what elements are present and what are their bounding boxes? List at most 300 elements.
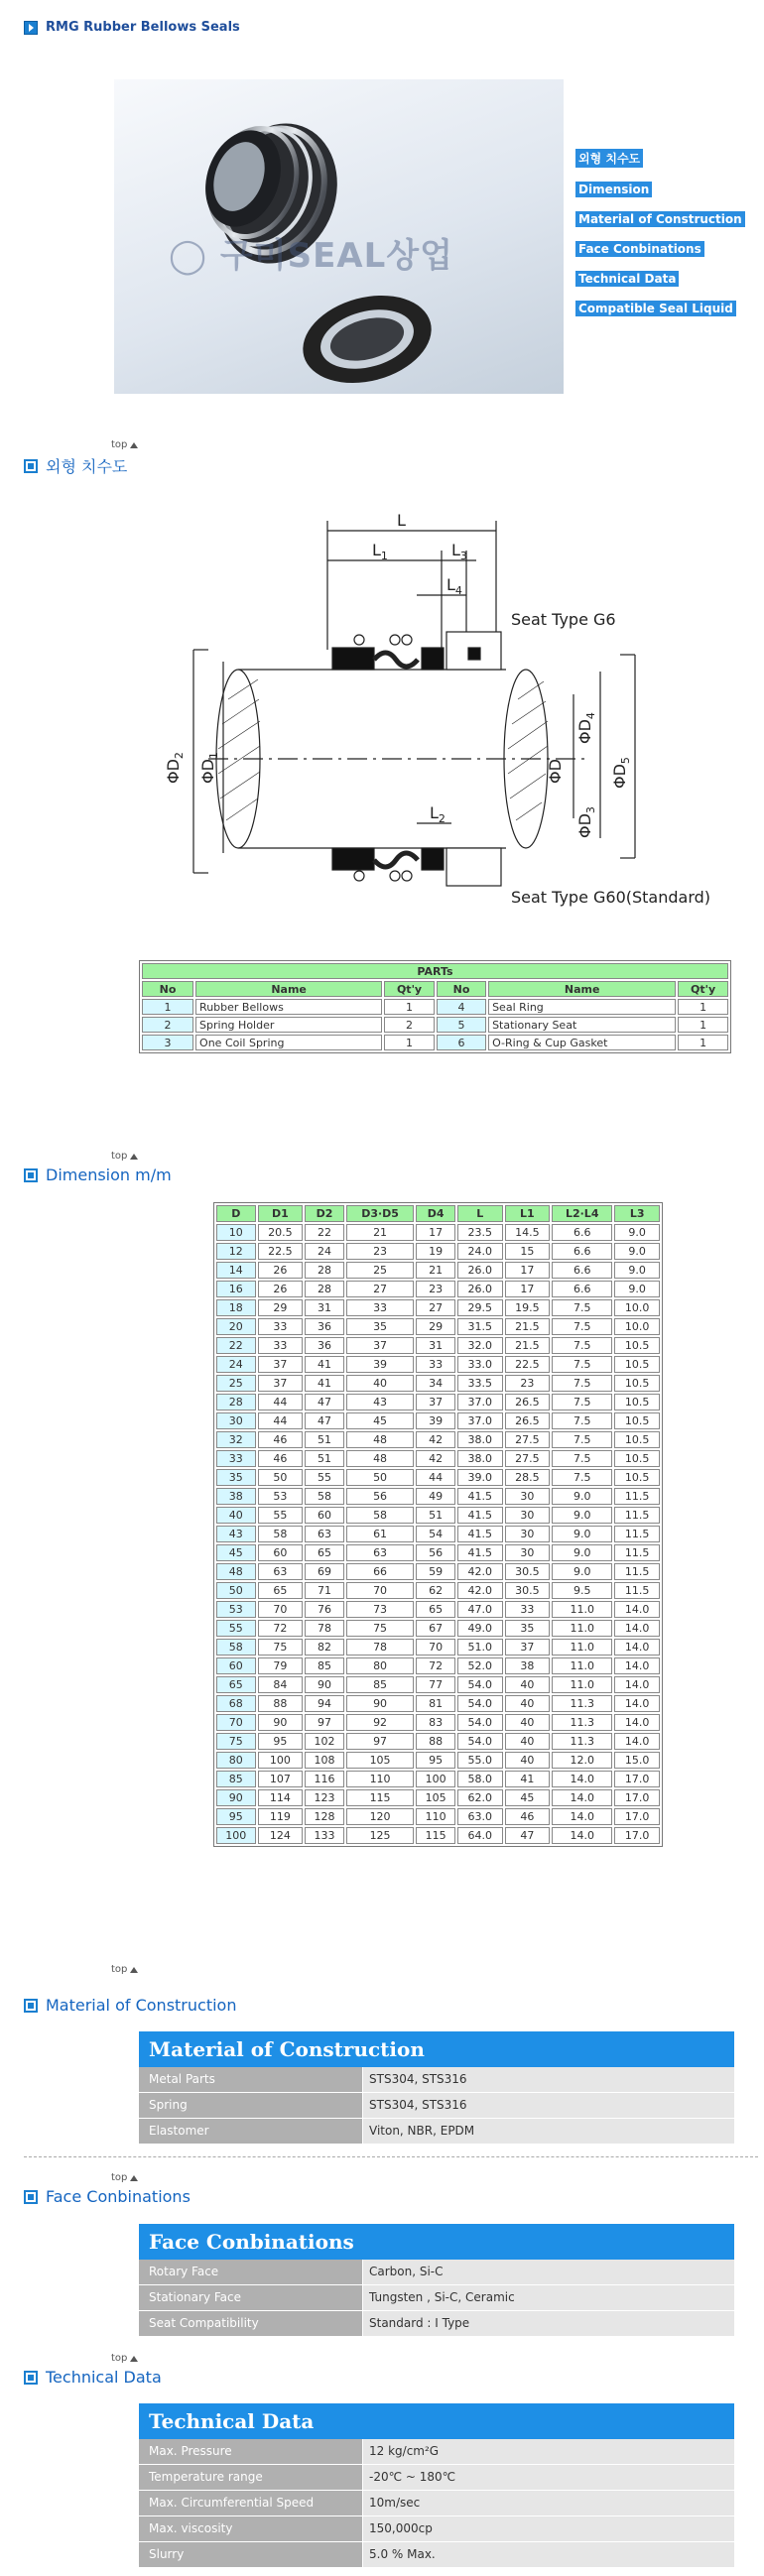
dimension-cell: 11.0 [552, 1639, 612, 1656]
dimension-cell: 40 [505, 1733, 551, 1750]
dimension-cell: 29 [416, 1318, 455, 1335]
dimension-cell: 56 [416, 1544, 455, 1561]
table-row [216, 1356, 660, 1373]
section-heading-face [24, 2187, 191, 2206]
dimension-cell: 14.0 [552, 1808, 612, 1825]
dimension-cell: 120 [346, 1808, 414, 1825]
table-row [216, 1507, 660, 1524]
dimension-cell: 7.5 [552, 1469, 612, 1486]
dimension-cell: 27.5 [505, 1450, 551, 1467]
page-title-text: RMG Rubber Bellows Seals [46, 20, 240, 35]
dimension-cell: 125 [346, 1827, 414, 1844]
dimension-cell: 45 [346, 1412, 414, 1429]
dimension-cell: 41 [305, 1356, 344, 1373]
dimension-cell: 63 [258, 1563, 304, 1580]
dimension-cell: 66 [346, 1563, 414, 1580]
dimension-cell: 10.5 [614, 1356, 660, 1373]
dimension-cell: 90 [305, 1676, 344, 1693]
dimension-cell: 11.5 [614, 1563, 660, 1580]
table-row [216, 1827, 660, 1844]
table-row [216, 1752, 660, 1769]
info-value: 10m/sec [362, 2491, 734, 2515]
section-divider [24, 2156, 758, 2157]
dimension-cell: 83 [416, 1714, 455, 1731]
dimension-cell: 37 [346, 1337, 414, 1354]
dimension-header: L1 [505, 1205, 551, 1222]
parts-cell: 1 [384, 1035, 435, 1050]
dimension-cell: 41.5 [457, 1507, 503, 1524]
table-row [216, 1639, 660, 1656]
dimension-cell: 44 [416, 1469, 455, 1486]
dimension-cell: 20.5 [258, 1224, 304, 1241]
square-bullet-icon [24, 2371, 38, 2385]
dimension-cell: 10.5 [614, 1469, 660, 1486]
label-seat-bottom: Seat Type G60(Standard) [511, 888, 711, 907]
dimension-cell: 17 [505, 1281, 551, 1297]
dimension-cell: 23 [416, 1281, 455, 1297]
dimension-cell: 45 [505, 1789, 551, 1806]
dimension-cell: 11.0 [552, 1676, 612, 1693]
label-D: ΦD [546, 759, 565, 784]
dimension-cell: 11.5 [614, 1582, 660, 1599]
dimension-cell: 60 [216, 1657, 256, 1674]
dimension-cell: 40 [216, 1507, 256, 1524]
dimension-cell: 41.5 [457, 1526, 503, 1542]
dimension-cell: 21.5 [505, 1337, 551, 1354]
dimension-cell: 7.5 [552, 1318, 612, 1335]
dimension-cell: 42.0 [457, 1563, 503, 1580]
dimension-cell: 54.0 [457, 1676, 503, 1693]
dimension-cell: 48 [216, 1563, 256, 1580]
dimension-cell: 14.0 [614, 1620, 660, 1637]
dimension-cell: 70 [346, 1582, 414, 1599]
dimension-cell: 11.0 [552, 1657, 612, 1674]
dimension-cell: 7.5 [552, 1299, 612, 1316]
dimension-cell: 14 [216, 1262, 256, 1279]
link-dimension[interactable]: Dimension [575, 182, 652, 197]
top-link[interactable] [111, 2172, 138, 2183]
parts-cell: 4 [437, 999, 486, 1015]
dimension-cell: 11.0 [552, 1620, 612, 1637]
parts-title: PARTs [142, 963, 728, 979]
dimension-cell: 41 [305, 1375, 344, 1392]
dimension-cell: 7.5 [552, 1450, 612, 1467]
dimension-cell: 124 [258, 1827, 304, 1844]
dimension-cell: 30 [216, 1412, 256, 1429]
dimension-cell: 58 [258, 1526, 304, 1542]
parts-header: No [437, 981, 486, 997]
dimension-cell: 53 [216, 1601, 256, 1618]
dimension-cell: 30 [505, 1488, 551, 1505]
dimension-cell: 95 [416, 1752, 455, 1769]
square-bullet-icon [24, 1999, 38, 2013]
dimension-cell: 38.0 [457, 1431, 503, 1448]
label-L2: $L_2$ [430, 803, 446, 825]
dimension-cell: 95 [216, 1808, 256, 1825]
product-image [114, 79, 564, 394]
dimension-cell: 37.0 [457, 1412, 503, 1429]
table-row [216, 1299, 660, 1316]
info-key: Rotary Face [139, 2260, 362, 2284]
dimension-cell: 24 [216, 1356, 256, 1373]
dimension-cell: 97 [305, 1714, 344, 1731]
section-heading-material [24, 1996, 236, 2015]
dimension-cell: 68 [216, 1695, 256, 1712]
dimension-cell: 80 [346, 1657, 414, 1674]
dimension-cell: 11.5 [614, 1526, 660, 1542]
dimension-cell: 85 [216, 1771, 256, 1787]
dimension-cell: 18 [216, 1299, 256, 1316]
dimension-cell: 94 [305, 1695, 344, 1712]
dimension-cell: 51 [305, 1431, 344, 1448]
dimension-cell: 10.0 [614, 1299, 660, 1316]
top-link-label: top [111, 2353, 128, 2364]
dimension-cell: 33 [505, 1601, 551, 1618]
dimension-cell: 54 [416, 1526, 455, 1542]
dimension-cell: 75 [216, 1733, 256, 1750]
table-row [139, 2093, 734, 2119]
dimension-cell: 28 [305, 1262, 344, 1279]
dimension-cell: 6.6 [552, 1224, 612, 1241]
table-row [139, 2067, 734, 2093]
dimension-cell: 71 [305, 1582, 344, 1599]
dimension-cell: 9.0 [614, 1281, 660, 1297]
up-triangle-icon [130, 442, 138, 448]
info-key: Stationary Face [139, 2285, 362, 2310]
dimension-cell: 100 [416, 1771, 455, 1787]
dimension-cell: 31.5 [457, 1318, 503, 1335]
dimension-cell: 46 [258, 1450, 304, 1467]
link-material[interactable]: Material of Construction [575, 211, 745, 227]
parts-cell: 5 [437, 1017, 486, 1033]
dimension-cell: 11.3 [552, 1695, 612, 1712]
info-value: Tungsten , Si-C, Ceramic [362, 2285, 734, 2310]
dimension-cell: 53 [258, 1488, 304, 1505]
dimension-cell: 73 [346, 1601, 414, 1618]
dimension-cell: 44 [258, 1412, 304, 1429]
dimension-cell: 20 [216, 1318, 256, 1335]
dimension-cell: 50 [346, 1469, 414, 1486]
table-row [142, 1035, 728, 1050]
info-value: 150,000cp [362, 2516, 734, 2541]
dimension-cell: 32.0 [457, 1337, 503, 1354]
dimension-cell: 22.5 [258, 1243, 304, 1260]
dimension-cell: 10 [216, 1224, 256, 1241]
dimension-cell: 34 [416, 1375, 455, 1392]
dimension-cell: 33.5 [457, 1375, 503, 1392]
dimension-cell: 40 [505, 1714, 551, 1731]
dimension-cell: 33 [346, 1299, 414, 1316]
dimension-cell: 47 [305, 1394, 344, 1411]
dimension-cell: 11.0 [552, 1601, 612, 1618]
dimension-cell: 10.0 [614, 1318, 660, 1335]
info-value: Viton, NBR, EPDM [362, 2119, 734, 2144]
link-technical[interactable]: Technical Data [575, 271, 679, 287]
dimension-cell: 7.5 [552, 1375, 612, 1392]
dimension-cell: 78 [305, 1620, 344, 1637]
parts-header: Qt'y [678, 981, 728, 997]
dimension-cell: 65 [416, 1601, 455, 1618]
info-key: Elastomer [139, 2119, 362, 2144]
table-row [142, 999, 728, 1015]
top-link-label: top [111, 439, 128, 450]
info-value: STS304, STS316 [362, 2067, 734, 2092]
table-row [142, 1017, 728, 1033]
dimension-cell: 14.0 [614, 1676, 660, 1693]
dimension-cell: 60 [258, 1544, 304, 1561]
dimension-cell: 41.5 [457, 1488, 503, 1505]
table-row [139, 2311, 734, 2337]
label-seat-top: Seat Type G6 [511, 610, 616, 629]
dimension-cell: 48 [346, 1450, 414, 1467]
section-heading-text: Material of Construction [46, 1996, 237, 2015]
dimension-cell: 48 [346, 1431, 414, 1448]
dimension-cell: 64.0 [457, 1827, 503, 1844]
dimension-cell: 42 [416, 1450, 455, 1467]
dimension-cell: 52.0 [457, 1657, 503, 1674]
table-row [216, 1582, 660, 1599]
table-row [216, 1394, 660, 1411]
dimension-cell: 9.0 [614, 1262, 660, 1279]
info-value: 5.0 % Max. [362, 2542, 734, 2567]
dimension-cell: 107 [258, 1771, 304, 1787]
table-row [216, 1695, 660, 1712]
dimension-cell: 9.0 [614, 1224, 660, 1241]
link-compatible[interactable]: Compatible Seal Liquid [575, 301, 736, 316]
label-L4: $L_4$ [446, 575, 462, 597]
parts-cell: 2 [384, 1017, 435, 1033]
dimension-cell: 46 [505, 1808, 551, 1825]
dimension-cell: 10.5 [614, 1337, 660, 1354]
table-row [216, 1450, 660, 1467]
link-face[interactable]: Face Conbinations [575, 241, 704, 257]
dimension-cell: 23 [505, 1375, 551, 1392]
top-link[interactable] [111, 2353, 138, 2364]
parts-cell: 6 [437, 1035, 486, 1050]
dimension-cell: 10.5 [614, 1412, 660, 1429]
label-D3: $\Phi D_3$ [575, 806, 597, 838]
dimension-cell: 21.5 [505, 1318, 551, 1335]
table-row [216, 1281, 660, 1297]
dimension-cell: 21 [416, 1262, 455, 1279]
dimension-cell: 7.5 [552, 1337, 612, 1354]
dimension-cell: 26 [258, 1281, 304, 1297]
dimension-cell: 56 [346, 1488, 414, 1505]
parts-cell: O-Ring & Cup Gasket [488, 1035, 676, 1050]
dimension-cell: 62 [416, 1582, 455, 1599]
dimension-cell: 40 [346, 1375, 414, 1392]
dimension-cell: 61 [346, 1526, 414, 1542]
dimension-cell: 31 [416, 1337, 455, 1354]
up-triangle-icon [130, 1154, 138, 1160]
dimension-cell: 12 [216, 1243, 256, 1260]
table-row [139, 2285, 734, 2311]
dimension-cell: 78 [346, 1639, 414, 1656]
table-row [216, 1412, 660, 1429]
dimension-cell: 123 [305, 1789, 344, 1806]
info-key: Temperature range [139, 2465, 362, 2490]
dimension-cell: 17 [416, 1224, 455, 1241]
dimension-cell: 42 [416, 1431, 455, 1448]
dimension-header: L2·L4 [552, 1205, 612, 1222]
dimension-cell: 65 [216, 1676, 256, 1693]
dimension-cell: 17 [505, 1262, 551, 1279]
dimension-cell: 9.0 [614, 1243, 660, 1260]
parts-cell: Stationary Seat [488, 1017, 676, 1033]
dimension-cell: 72 [258, 1620, 304, 1637]
dimension-cell: 84 [258, 1676, 304, 1693]
section-heading-text: Technical Data [46, 2368, 162, 2387]
dimension-cell: 14.0 [552, 1789, 612, 1806]
parts-cell: Rubber Bellows [195, 999, 382, 1015]
dimension-cell: 50 [258, 1469, 304, 1486]
top-link-label: top [111, 2172, 128, 2183]
label-L: L [397, 511, 406, 530]
info-value: -20℃ ~ 180℃ [362, 2465, 734, 2490]
parts-cell: 3 [142, 1035, 193, 1050]
parts-cell: 1 [142, 999, 193, 1015]
dimension-cell: 21 [346, 1224, 414, 1241]
dimension-cell: 115 [416, 1827, 455, 1844]
dimension-cell: 49 [416, 1488, 455, 1505]
dimension-cell: 25 [216, 1375, 256, 1392]
dimension-cell: 63 [305, 1526, 344, 1542]
link-outline[interactable]: 외형 치수도 [575, 149, 643, 168]
dimension-cell: 54.0 [457, 1714, 503, 1731]
table-row [139, 2119, 734, 2145]
dimension-cell: 27 [416, 1299, 455, 1316]
table-row [216, 1733, 660, 1750]
dimension-cell: 82 [305, 1639, 344, 1656]
dimension-cell: 7.5 [552, 1412, 612, 1429]
section-heading-technical [24, 2368, 162, 2387]
dimension-cell: 97 [346, 1733, 414, 1750]
info-value: Carbon, Si-C [362, 2260, 734, 2284]
dimension-cell: 81 [416, 1695, 455, 1712]
dimension-cell: 32 [216, 1431, 256, 1448]
dimension-cell: 30.5 [505, 1582, 551, 1599]
cross-section-diagram [149, 501, 744, 918]
dimension-cell: 40 [505, 1676, 551, 1693]
dimension-cell: 17.0 [614, 1771, 660, 1787]
dimension-cell: 70 [416, 1639, 455, 1656]
table-row [216, 1657, 660, 1674]
top-link[interactable] [111, 439, 138, 450]
dimension-cell: 90 [258, 1714, 304, 1731]
dimension-cell: 51 [416, 1507, 455, 1524]
dimension-cell: 14.0 [614, 1733, 660, 1750]
page-title [24, 20, 240, 35]
section-heading-text: 외형 치수도 [46, 457, 128, 476]
dimension-cell: 79 [258, 1657, 304, 1674]
dimension-cell: 25 [346, 1262, 414, 1279]
info-key: Metal Parts [139, 2067, 362, 2092]
dimension-cell: 17.0 [614, 1789, 660, 1806]
section-heading-dimension [24, 1165, 172, 1184]
label-D5: $\Phi D_5$ [610, 757, 632, 789]
dimension-cell: 47 [305, 1412, 344, 1429]
dimension-cell: 85 [305, 1657, 344, 1674]
face-panel-title: Face Conbinations [139, 2224, 734, 2260]
dimension-cell: 80 [216, 1752, 256, 1769]
dimension-cell: 30 [505, 1526, 551, 1542]
dimension-cell: 31 [305, 1299, 344, 1316]
dimension-cell: 30 [505, 1507, 551, 1524]
section-heading-outline [24, 454, 127, 477]
dimension-cell: 11.5 [614, 1507, 660, 1524]
dimension-cell: 59 [416, 1563, 455, 1580]
dimension-cell: 37 [258, 1375, 304, 1392]
dimension-cell: 70 [258, 1601, 304, 1618]
dimension-cell: 47.0 [457, 1601, 503, 1618]
dimension-cell: 40 [505, 1752, 551, 1769]
dimension-cell: 15 [505, 1243, 551, 1260]
dimension-cell: 133 [305, 1827, 344, 1844]
parts-cell: 1 [678, 1017, 728, 1033]
dimension-cell: 10.5 [614, 1394, 660, 1411]
dimension-cell: 55.0 [457, 1752, 503, 1769]
dimension-cell: 76 [305, 1601, 344, 1618]
dimension-cell: 67 [416, 1620, 455, 1637]
arrow-bullet-icon [24, 21, 38, 35]
dimension-cell: 9.5 [552, 1582, 612, 1599]
dimension-cell: 14.5 [505, 1224, 551, 1241]
table-row [216, 1544, 660, 1561]
dimension-header: D3·D5 [346, 1205, 414, 1222]
dimension-cell: 58 [346, 1507, 414, 1524]
dimension-cell: 50 [216, 1582, 256, 1599]
dimension-cell: 10.5 [614, 1431, 660, 1448]
table-row [216, 1714, 660, 1731]
dimension-cell: 37.0 [457, 1394, 503, 1411]
dimension-cell: 28 [216, 1394, 256, 1411]
info-key: Max. Pressure [139, 2439, 362, 2464]
face-panel [139, 2224, 734, 2337]
dimension-cell: 54.0 [457, 1695, 503, 1712]
dimension-cell: 43 [346, 1394, 414, 1411]
top-link[interactable] [111, 1964, 138, 1975]
top-link[interactable] [111, 1151, 138, 1162]
table-row [139, 2439, 734, 2465]
dimension-cell: 75 [346, 1620, 414, 1637]
dimension-cell: 42.0 [457, 1582, 503, 1599]
table-row [216, 1224, 660, 1241]
dimension-cell: 116 [305, 1771, 344, 1787]
dimension-cell: 58 [216, 1639, 256, 1656]
section-heading-text: Face Conbinations [46, 2187, 191, 2206]
up-triangle-icon [130, 1967, 138, 1973]
dimension-cell: 60 [305, 1507, 344, 1524]
section-heading-text: Dimension m/m [46, 1165, 172, 1184]
label-D2: $\Phi D_2$ [164, 752, 186, 784]
dimension-cell: 49.0 [457, 1620, 503, 1637]
dimension-cell: 33 [258, 1318, 304, 1335]
dimension-cell: 29 [258, 1299, 304, 1316]
dimension-cell: 90 [216, 1789, 256, 1806]
dimension-cell: 63 [346, 1544, 414, 1561]
dimension-cell: 28 [305, 1281, 344, 1297]
dimension-cell: 36 [305, 1337, 344, 1354]
dimension-cell: 7.5 [552, 1394, 612, 1411]
dimension-cell: 108 [305, 1752, 344, 1769]
info-key: Max. Circumferential Speed [139, 2491, 362, 2515]
dimension-cell: 6.6 [552, 1281, 612, 1297]
info-key: Max. viscosity [139, 2516, 362, 2541]
dimension-cell: 90 [346, 1695, 414, 1712]
dimension-cell: 85 [346, 1676, 414, 1693]
dimension-cell: 9.0 [552, 1488, 612, 1505]
dimension-cell: 37 [416, 1394, 455, 1411]
